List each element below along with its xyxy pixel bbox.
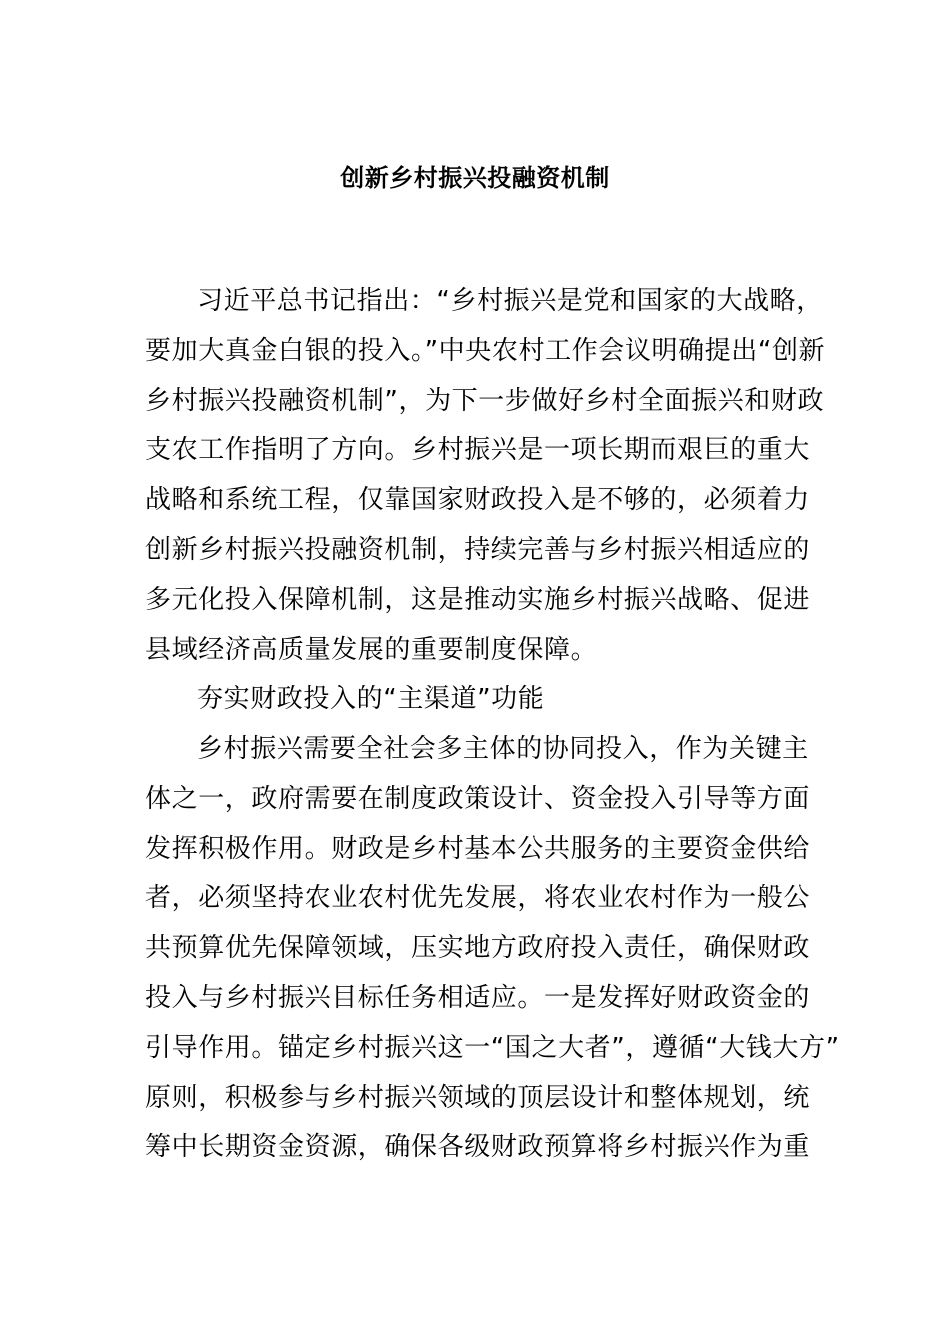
paragraph-1-line-8: 县域经济高质量发展的重要制度保障。 [145, 635, 598, 665]
paragraph-2-line-5: 共预算优先保障领域，压实地方政府投入责任，确保财政 [145, 933, 811, 963]
paragraph-2-line-8: 原则，积极参与乡村振兴领域的顶层设计和整体规划，统 [145, 1083, 811, 1113]
section-heading: 夯实财政投入的“主渠道”功能 [197, 684, 545, 714]
paragraph-1-line-5: 战略和系统工程，仅靠国家财政投入是不够的，必须着力 [145, 485, 811, 515]
paragraph-2-line-6: 投入与乡村振兴目标任务相适应。一是发挥好财政资金的 [145, 983, 811, 1013]
paragraph-2-line-1: 乡村振兴需要全社会多主体的协同投入，作为关键主 [197, 734, 809, 764]
paragraph-1-line-6: 创新乡村振兴投融资机制，持续完善与乡村振兴相适应的 [145, 535, 811, 565]
paragraph-1-line-7: 多元化投入保障机制，这是推动实施乡村振兴战略、促进 [145, 585, 811, 615]
paragraph-2-line-2: 体之一，政府需要在制度政策设计、资金投入引导等方面 [145, 784, 811, 814]
paragraph-2-line-9: 筹中长期资金资源，确保各级财政预算将乡村振兴作为重 [145, 1132, 811, 1162]
paragraph-2-line-4: 者，必须坚持农业农村优先发展，将农业农村作为一般公 [145, 883, 811, 913]
paragraph-1-line-1: 习近平总书记指出：“乡村振兴是党和国家的大战略， [197, 286, 823, 316]
paragraph-1-line-2: 要加大真金白银的投入。”中央农村工作会议明确提出“创新 [145, 336, 826, 366]
paragraph-2-line-7: 引导作用。锚定乡村振兴这一“国之大者”，遵循“大钱大方” [145, 1033, 840, 1063]
paragraph-1-line-3: 乡村振兴投融资机制”，为下一步做好乡村全面振兴和财政 [145, 386, 825, 416]
paragraph-1-line-4: 支农工作指明了方向。乡村振兴是一项长期而艰巨的重大 [145, 435, 811, 465]
paragraph-2-line-3: 发挥积极作用。财政是乡村基本公共服务的主要资金供给 [145, 834, 811, 864]
document-title: 创新乡村振兴投融资机制 [340, 164, 610, 192]
